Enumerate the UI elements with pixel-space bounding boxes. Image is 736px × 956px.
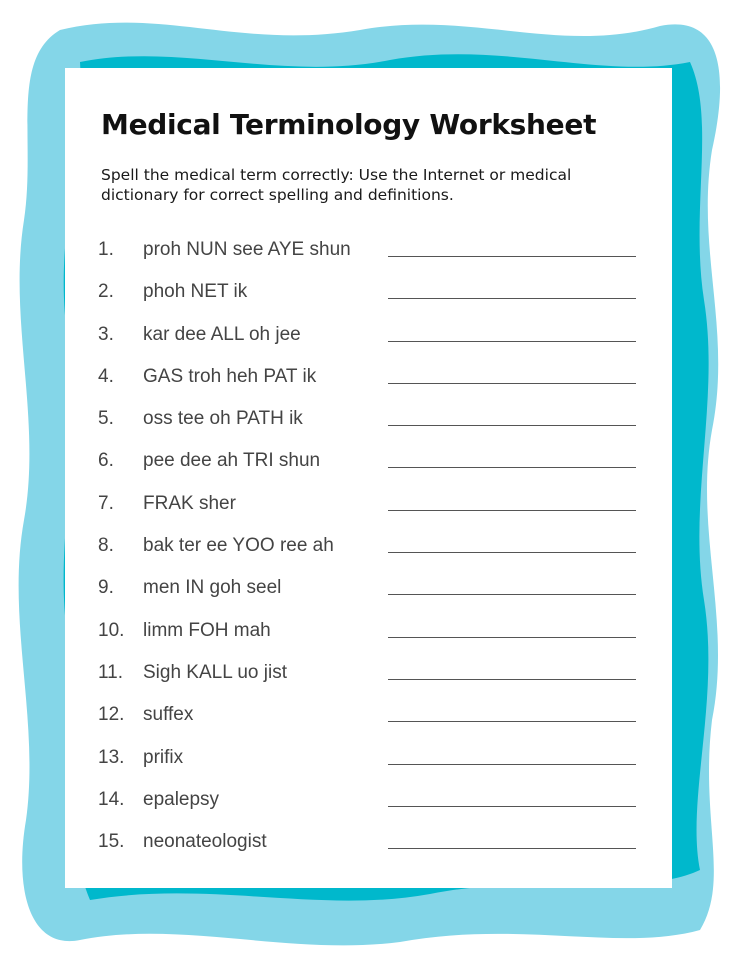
term-item [98, 616, 638, 658]
term-item [98, 320, 638, 362]
item-number: 6. [98, 450, 114, 472]
phonetic-term: oss tee oh PATH ik [143, 408, 303, 430]
answer-line[interactable] [388, 467, 636, 468]
item-number: 9. [98, 577, 114, 599]
worksheet-paper [65, 68, 672, 888]
phonetic-term: limm FOH mah [143, 619, 271, 641]
term-item [98, 404, 638, 446]
term-item [98, 235, 638, 277]
term-item [98, 489, 638, 531]
term-list [98, 235, 638, 869]
answer-line[interactable] [388, 425, 636, 426]
item-number: 12. [98, 704, 125, 726]
phonetic-term: prifix [143, 746, 184, 768]
item-number: 8. [98, 535, 114, 557]
answer-line[interactable] [388, 552, 636, 553]
phonetic-term: bak ter ee YOO ree ah [143, 535, 334, 557]
item-number: 14. [98, 788, 125, 810]
item-number: 3. [98, 323, 114, 345]
term-item [98, 277, 638, 319]
worksheet-title: Medical Terminology Worksheet [101, 108, 597, 141]
item-number: 4. [98, 365, 114, 387]
item-number: 1. [98, 239, 114, 260]
item-number: 15. [98, 831, 125, 853]
phonetic-term: pee dee ah TRI shun [143, 450, 321, 472]
answer-line[interactable] [388, 510, 636, 511]
answer-line[interactable] [388, 806, 636, 807]
answer-line[interactable] [388, 721, 636, 722]
term-item [98, 700, 638, 742]
answer-line[interactable] [388, 848, 636, 849]
phonetic-term: kar dee ALL oh jee [143, 323, 301, 345]
term-item [98, 362, 638, 404]
term-item [98, 446, 638, 488]
term-item [98, 531, 638, 573]
item-number: 2. [98, 281, 114, 303]
answer-line[interactable] [388, 341, 636, 342]
phonetic-term: proh NUN see AYE shun [143, 239, 351, 260]
item-number: 13. [98, 746, 125, 768]
phonetic-term: epalepsy [143, 788, 220, 810]
term-item [98, 573, 638, 615]
term-item [98, 827, 638, 869]
phonetic-term: neonateologist [143, 831, 267, 853]
item-number: 5. [98, 408, 114, 430]
answer-line[interactable] [388, 594, 636, 595]
term-item [98, 785, 638, 827]
phonetic-term: suffex [143, 704, 194, 726]
answer-line[interactable] [388, 764, 636, 765]
phonetic-term: Sigh KALL uo jist [143, 661, 287, 683]
answer-line[interactable] [388, 298, 636, 299]
phonetic-term: FRAK sher [143, 492, 236, 514]
answer-line[interactable] [388, 637, 636, 638]
item-number: 11. [98, 661, 124, 683]
phonetic-term: phoh NET ik [143, 281, 248, 303]
worksheet-instructions: Spell the medical term correctly: Use the Internet or medical dictionary for correct spelling and definitions. [101, 166, 572, 204]
answer-line[interactable] [388, 256, 636, 257]
term-item [98, 743, 638, 785]
answer-line[interactable] [388, 679, 636, 680]
phonetic-term: GAS troh heh PAT ik [143, 365, 317, 387]
answer-line[interactable] [388, 383, 636, 384]
item-number: 10. [98, 619, 125, 641]
item-number: 7. [98, 492, 114, 514]
term-item [98, 658, 638, 700]
phonetic-term: men IN goh seel [143, 577, 282, 599]
